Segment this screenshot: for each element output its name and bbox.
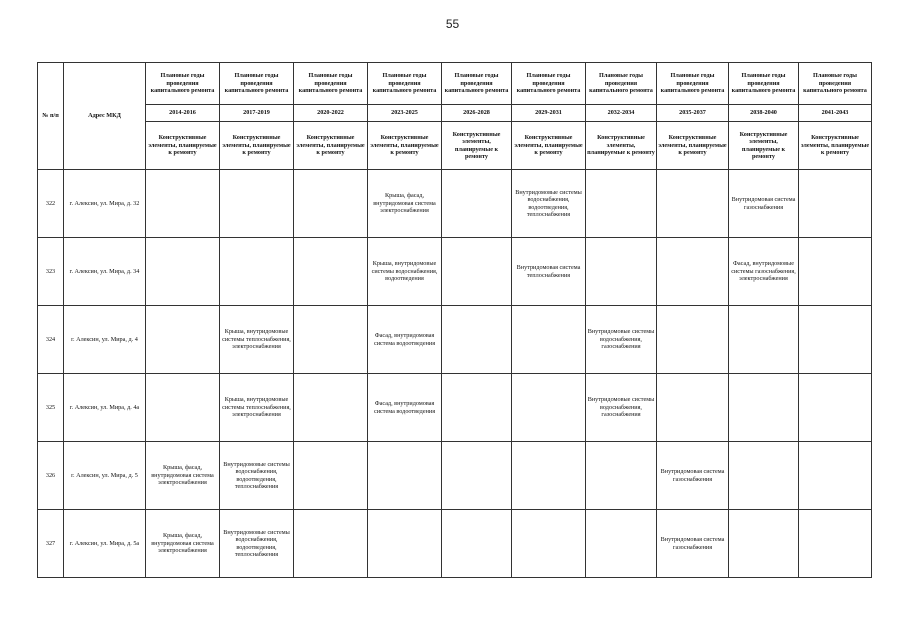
row-works-2026-2028 bbox=[442, 510, 512, 578]
header-elements: Конструктивные элементы, планируемые к ремонту bbox=[799, 122, 872, 170]
row-works-2041-2043 bbox=[799, 374, 872, 442]
row-works-2023-2025 bbox=[368, 442, 442, 510]
header-elements: Конструктивные элементы, планируемые к ремонту bbox=[512, 122, 586, 170]
row-works-2029-2031 bbox=[512, 306, 586, 374]
row-works-2029-2031 bbox=[512, 510, 586, 578]
header-row-years bbox=[38, 105, 872, 122]
row-works-2020-2022 bbox=[294, 374, 368, 442]
header-period-1: Плановые годы проведения капитального ремонта bbox=[146, 63, 220, 105]
row-address: г. Алексин, ул. Мира, д. 32 bbox=[64, 170, 146, 238]
row-works-2020-2022 bbox=[294, 170, 368, 238]
header-elements: Конструктивные элементы, планируемые к ремонту bbox=[657, 122, 729, 170]
table-row bbox=[38, 306, 872, 374]
header-elements: Конструктивные элементы, планируемые к ремонту bbox=[368, 122, 442, 170]
header-period-8: Плановые годы проведения капитального ремонта bbox=[657, 63, 729, 105]
row-works-2032-2034 bbox=[586, 170, 657, 238]
row-works-2017-2019 bbox=[220, 170, 294, 238]
row-address: г. Алексин, ул. Мира, д. 4 bbox=[64, 306, 146, 374]
header-period-5: Плановые годы проведения капитального ремонта bbox=[442, 63, 512, 105]
header-year: 2020-2022 bbox=[294, 105, 368, 122]
row-works-2026-2028 bbox=[442, 374, 512, 442]
header-elements: Конструктивные элементы, планируемые к ремонту bbox=[294, 122, 368, 170]
row-works-2032-2034: Внутридомовые системы водоснабжения, газоснабжения bbox=[586, 306, 657, 374]
header-period-4: Плановые годы проведения капитального ремонта bbox=[368, 63, 442, 105]
row-works-2017-2019: Внутридомовые системы водоснабжения, водоотведения, теплоснабжения bbox=[220, 510, 294, 578]
row-works-2032-2034 bbox=[586, 442, 657, 510]
row-works-2041-2043 bbox=[799, 510, 872, 578]
row-works-2017-2019: Крыша, внутридомовые системы теплоснабжения, электроснабжения bbox=[220, 374, 294, 442]
row-number: 326 bbox=[38, 442, 64, 510]
row-address: г. Алексин, ул. Мира, д. 5 bbox=[64, 442, 146, 510]
row-works-2035-2037 bbox=[657, 170, 729, 238]
row-works-2032-2034 bbox=[586, 510, 657, 578]
row-address: г. Алексин, ул. Мира, д. 34 bbox=[64, 238, 146, 306]
row-works-2014-2016 bbox=[146, 374, 220, 442]
row-works-2026-2028 bbox=[442, 306, 512, 374]
header-address: Адрес МКД bbox=[64, 63, 146, 170]
row-works-2014-2016: Крыша, фасад, внутридомовая система электроснабжения bbox=[146, 442, 220, 510]
row-works-2035-2037 bbox=[657, 374, 729, 442]
row-works-2038-2040 bbox=[729, 510, 799, 578]
row-works-2020-2022 bbox=[294, 306, 368, 374]
header-year: 2029-2031 bbox=[512, 105, 586, 122]
table-row bbox=[38, 442, 872, 510]
row-works-2041-2043 bbox=[799, 238, 872, 306]
row-number: 324 bbox=[38, 306, 64, 374]
row-works-2014-2016 bbox=[146, 306, 220, 374]
header-elements: Конструктивные элементы, планируемые к ремонту bbox=[586, 122, 657, 170]
header-year: 2023-2025 bbox=[368, 105, 442, 122]
row-works-2023-2025 bbox=[368, 510, 442, 578]
header-period-7: Плановые годы проведения капитального ремонта bbox=[586, 63, 657, 105]
table-body bbox=[38, 170, 872, 578]
row-works-2014-2016: Крыша, фасад, внутридомовая система электроснабжения bbox=[146, 510, 220, 578]
table-row bbox=[38, 374, 872, 442]
header-row-elements bbox=[38, 122, 872, 170]
row-works-2026-2028 bbox=[442, 238, 512, 306]
row-works-2026-2028 bbox=[442, 170, 512, 238]
row-works-2038-2040: Внутридомовая система газоснабжения bbox=[729, 170, 799, 238]
capital-repair-table bbox=[37, 62, 872, 578]
table-row bbox=[38, 510, 872, 578]
row-address: г. Алексин, ул. Мира, д. 4а bbox=[64, 374, 146, 442]
row-works-2035-2037: Внутридомовая система газоснабжения bbox=[657, 442, 729, 510]
header-num: № п/п bbox=[38, 63, 64, 170]
row-works-2035-2037: Внутридомовая система газоснабжения bbox=[657, 510, 729, 578]
header-period-6: Плановые годы проведения капитального ремонта bbox=[512, 63, 586, 105]
row-number: 323 bbox=[38, 238, 64, 306]
row-works-2029-2031 bbox=[512, 442, 586, 510]
row-works-2038-2040 bbox=[729, 374, 799, 442]
row-works-2014-2016 bbox=[146, 238, 220, 306]
header-year: 2026-2028 bbox=[442, 105, 512, 122]
row-number: 327 bbox=[38, 510, 64, 578]
row-works-2035-2037 bbox=[657, 238, 729, 306]
header-year: 2014-2016 bbox=[146, 105, 220, 122]
header-elements: Конструктивные элементы, планируемые к ремонту bbox=[729, 122, 799, 170]
row-works-2020-2022 bbox=[294, 442, 368, 510]
header-year: 2035-2037 bbox=[657, 105, 729, 122]
row-works-2029-2031 bbox=[512, 374, 586, 442]
row-works-2032-2034: Внутридомовые системы водоснабжения, газоснабжения bbox=[586, 374, 657, 442]
row-number: 325 bbox=[38, 374, 64, 442]
row-works-2020-2022 bbox=[294, 510, 368, 578]
row-works-2038-2040: Фасад, внутридомовые системы газоснабжения, электроснабжения bbox=[729, 238, 799, 306]
header-period-3: Плановые годы проведения капитального ремонта bbox=[294, 63, 368, 105]
header-year: 2038-2040 bbox=[729, 105, 799, 122]
row-works-2017-2019: Крыша, внутридомовые системы теплоснабжения, электроснабжения bbox=[220, 306, 294, 374]
header-year: 2017-2019 bbox=[220, 105, 294, 122]
row-works-2029-2031: Внутридомовые системы водоснабжения, водоотведения, теплоснабжения bbox=[512, 170, 586, 238]
row-works-2032-2034 bbox=[586, 238, 657, 306]
row-works-2017-2019: Внутридомовые системы водоснабжения, водоотведения, теплоснабжения bbox=[220, 442, 294, 510]
row-works-2023-2025: Крыша, внутридомовые системы водоснабжения, водоотведения bbox=[368, 238, 442, 306]
row-address: г. Алексин, ул. Мира, д. 5а bbox=[64, 510, 146, 578]
row-works-2035-2037 bbox=[657, 306, 729, 374]
row-works-2029-2031: Внутридомовая система теплоснабжения bbox=[512, 238, 586, 306]
row-works-2041-2043 bbox=[799, 306, 872, 374]
table-row bbox=[38, 238, 872, 306]
row-works-2041-2043 bbox=[799, 170, 872, 238]
table-row bbox=[38, 170, 872, 238]
header-year: 2032-2034 bbox=[586, 105, 657, 122]
row-works-2023-2025: Крыша, фасад, внутридомовая система электроснабжения bbox=[368, 170, 442, 238]
header-period-9: Плановые годы проведения капитального ремонта bbox=[729, 63, 799, 105]
row-works-2023-2025: Фасад, внутридомовая система водоотведения bbox=[368, 306, 442, 374]
row-works-2023-2025: Фасад, внутридомовая система водоотведения bbox=[368, 374, 442, 442]
row-works-2014-2016 bbox=[146, 170, 220, 238]
page-number: 55 bbox=[445, 17, 460, 31]
header-year: 2041-2043 bbox=[799, 105, 872, 122]
header-elements: Конструктивные элементы, планируемые к ремонту bbox=[146, 122, 220, 170]
row-works-2017-2019 bbox=[220, 238, 294, 306]
header-period-2: Плановые годы проведения капитального ремонта bbox=[220, 63, 294, 105]
row-works-2026-2028 bbox=[442, 442, 512, 510]
header-elements: Конструктивные элементы, планируемые к ремонту bbox=[442, 122, 512, 170]
header-elements: Конструктивные элементы, планируемые к ремонту bbox=[220, 122, 294, 170]
row-works-2020-2022 bbox=[294, 238, 368, 306]
header-row-period bbox=[38, 63, 872, 105]
row-works-2038-2040 bbox=[729, 442, 799, 510]
row-works-2038-2040 bbox=[729, 306, 799, 374]
row-number: 322 bbox=[38, 170, 64, 238]
header-period-10: Плановые годы проведения капитального ремонта bbox=[799, 63, 872, 105]
row-works-2041-2043 bbox=[799, 442, 872, 510]
